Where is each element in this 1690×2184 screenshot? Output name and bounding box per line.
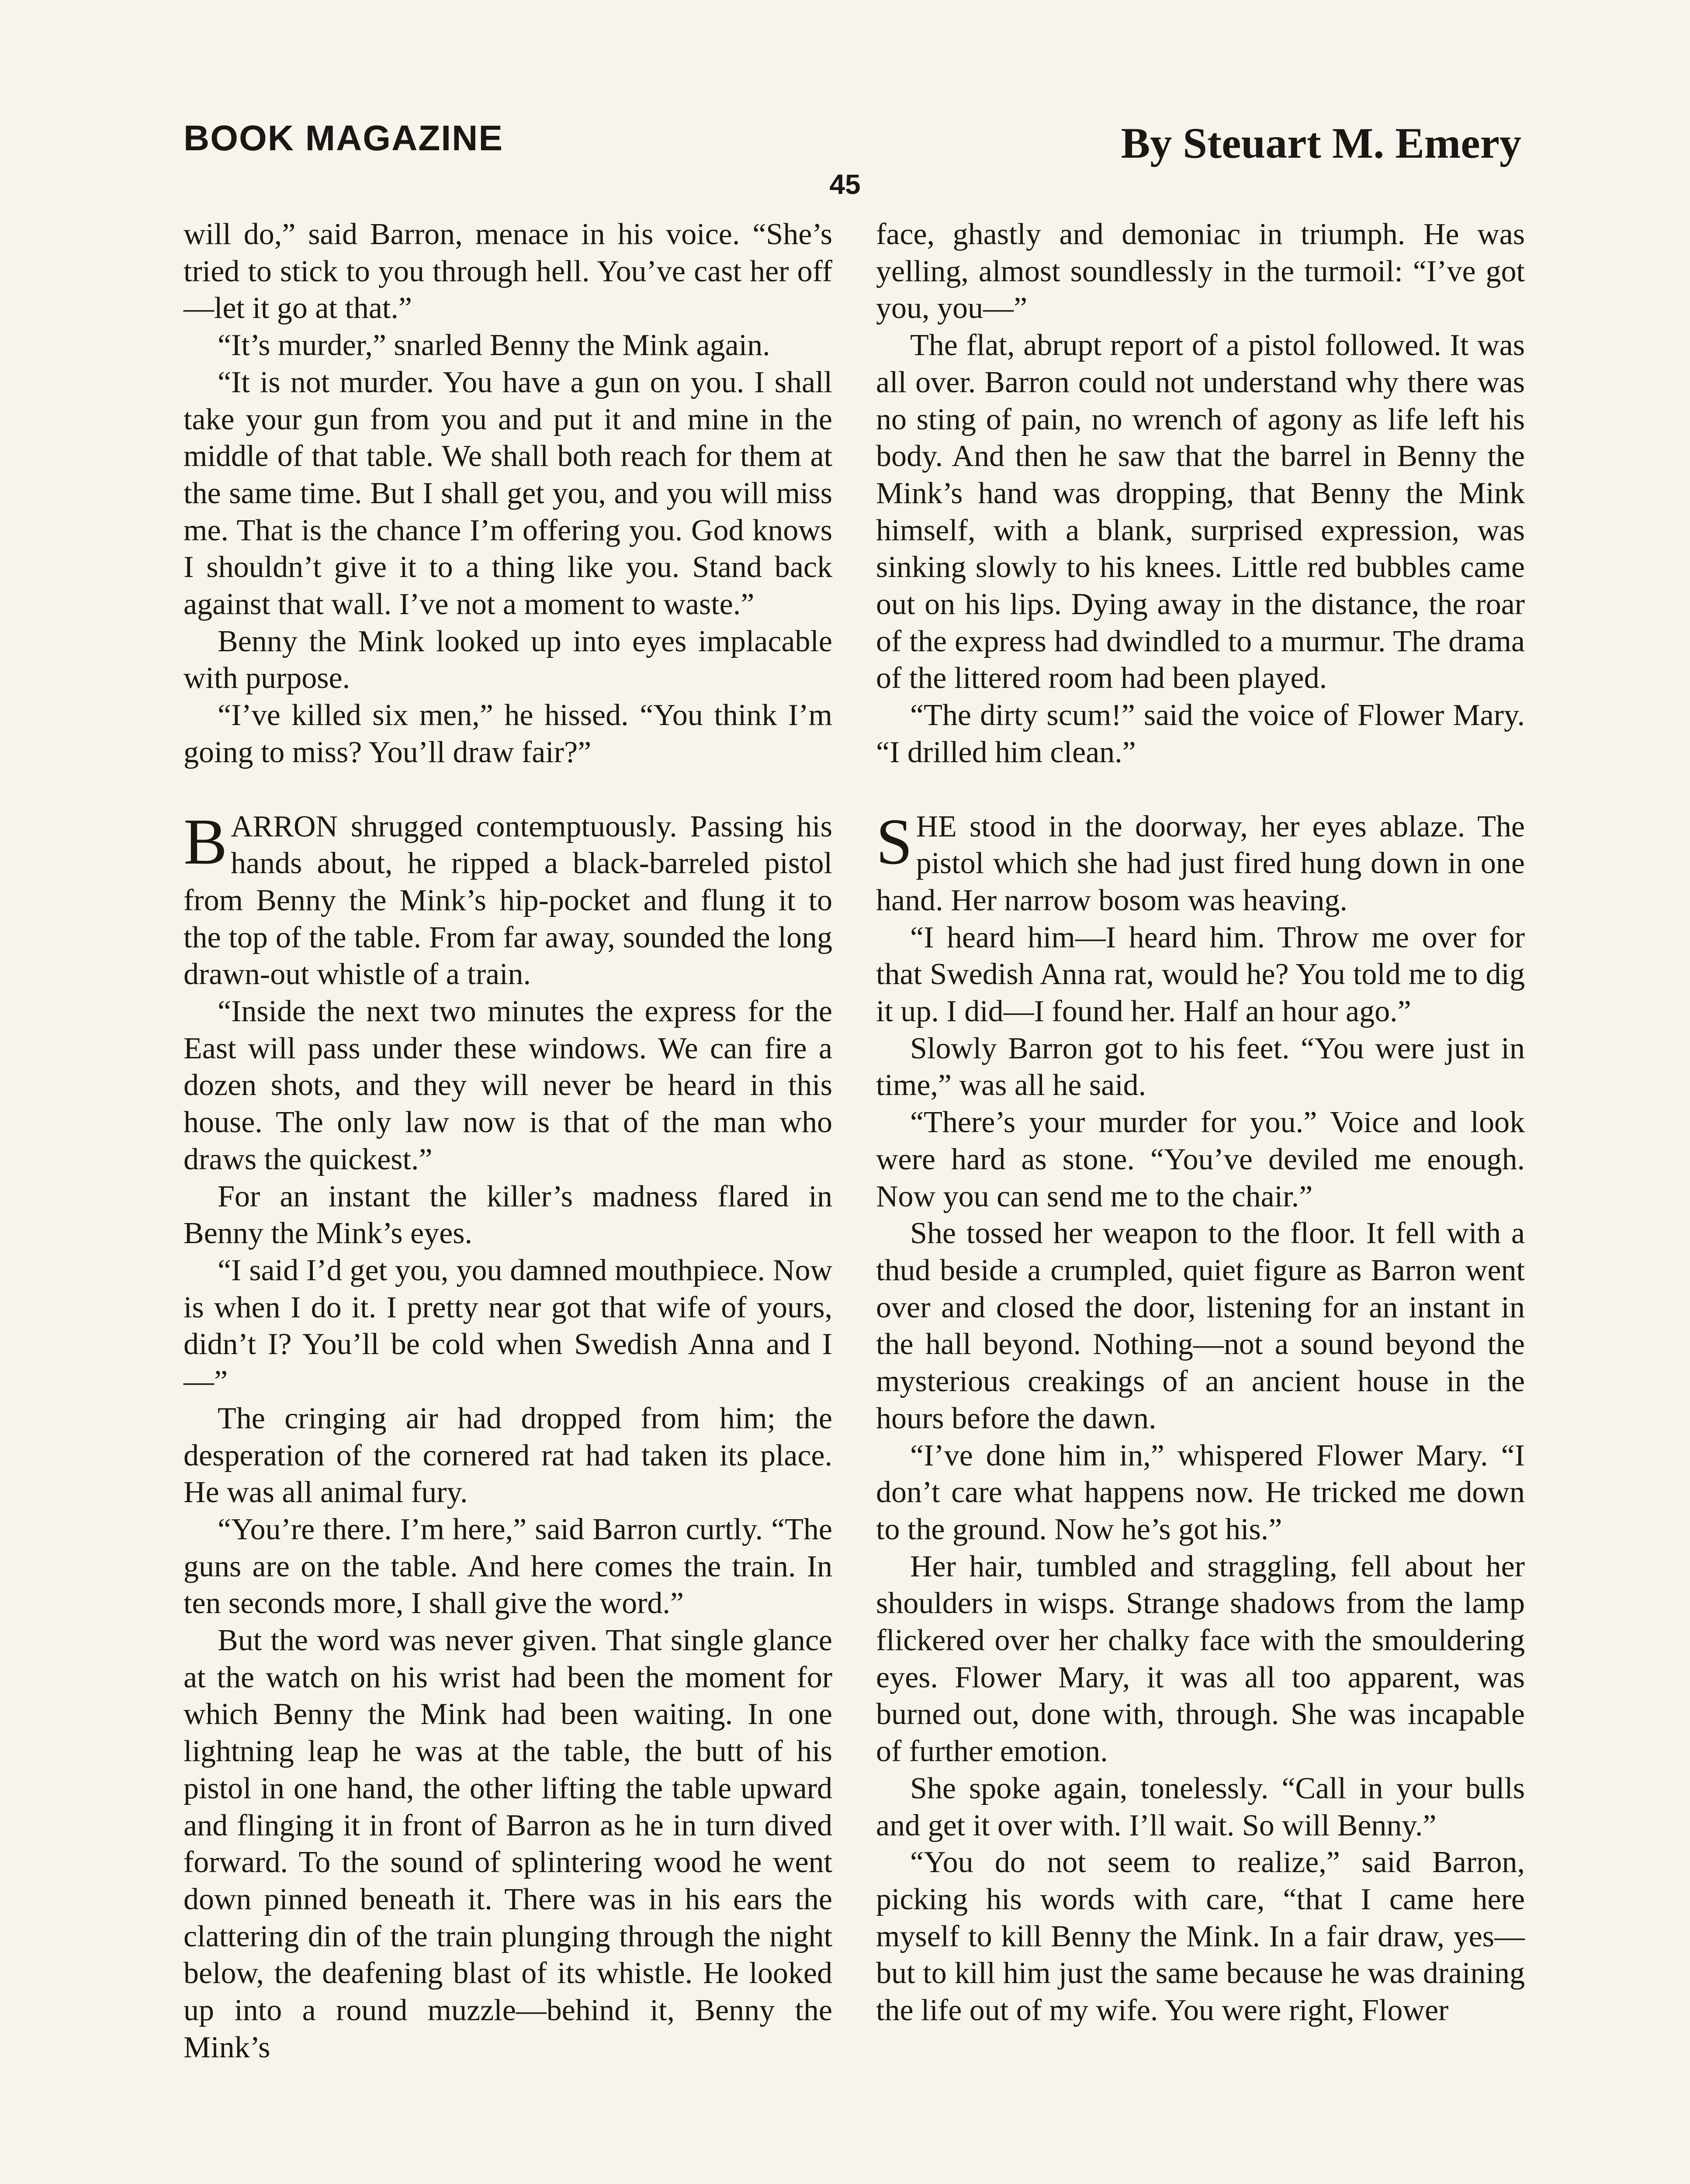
drop-cap: S	[876, 805, 913, 878]
paragraph: “I’ve done him in,” whispered Flower Mary. “I don’t care what happens now. He tricked me down to the ground. Now he’s got his.”	[876, 1438, 1525, 1546]
paragraph: “There’s your murder for you.” Voice and look were hard as stone. “You’ve deviled me enough. Now you can send me to the chair.”	[876, 1106, 1525, 1213]
paragraph-text: HE stood in the doorway, her eyes ablaze. The pistol which she had just fired hung down in one hand. Her narrow bosom was heaving.	[876, 809, 1525, 917]
paragraph: But the word was never given. That single glance at the watch on his wrist had been the moment for which Benny the Mink had been waiting. In one lightning leap he was at the table, the butt of his pistol in one hand, the other lifting the table upward and flinging it in front of Barron as he in turn dived forward. To the sound of splintering wood he went down pinned beneath it. There was in his ears the clattering din of the train plunging through the night below, the deafening blast of its whistle. He looked up into a round muzzle—behind it, Benny the Mink’s	[184, 1624, 832, 2064]
paragraph: “Inside the next two minutes the express for the East will pass under these windows. We can fire a dozen shots, and they will never be heard in this house. The only law now is that of the man who draws the quickest.”	[184, 995, 832, 1176]
paragraph: “I’ve killed six men,” he hissed. “You think I’m going to miss? You’ll draw fair?”	[184, 698, 832, 769]
paragraph: Her hair, tumbled and straggling, fell about her shoulders in wisps. Strange shadows from the lamp flickered over her chalky face with the smouldering eyes. Flower Mary, it was all too apparent, was burned out, done with, through. She was incapable of further emotion.	[876, 1549, 1525, 1769]
paragraph: “It’s murder,” snarled Benny the Mink again.	[218, 328, 770, 363]
paragraph: The cringing air had dropped from him; the desperation of the cornered rat had taken its place. He was all animal fury.	[184, 1401, 832, 1510]
paragraph: “It is not murder. You have a gun on you. I shall take your gun from you and put it and mine in the middle of that table. We shall both reach for them at the same time. But I shall get you, and you will miss me. That is the chance I’m offering you. God knows I shouldn’t give it to a thing like you. Stand back against that wall. I’ve not a moment to waste.”	[184, 365, 832, 622]
author-byline: By Steuart M. Emery	[1121, 119, 1521, 167]
paragraph: will do,” said Barron, menace in his voice. “She’s tried to stick to you through hell. You’ve cast her off—let it go at that.”	[184, 218, 832, 325]
drop-cap: B	[184, 805, 228, 878]
paragraph: Slowly Barron got to his feet. “You were just in time,” was all he said.	[876, 1031, 1525, 1102]
paragraph: She tossed her weapon to the floor. It fell with a thud beside a crumpled, quiet figure as Barron went over and closed the door, listening for an instant in the hall beyond. Nothing—not a sound beyond the mysterious creakings of an ancient house in the hours before the dawn.	[876, 1216, 1525, 1435]
paragraph: The flat, abrupt report of a pistol followed. It was all over. Barron could not understand why there was no sting of pain, no wrench of agony as life left his body. And then he saw that the barrel in Benny the Mink’s hand was dropping, that Benny the Mink himself, with a blank, surprised expression, was sinking slowly to his knees. Little red bubbles came out on his lips. Dying away in the distance, the roar of the express had dwindled to a murmur. The drama of the littered room had been played.	[876, 328, 1525, 695]
paragraph: For an instant the killer’s madness flared in Benny the Mink’s eyes.	[184, 1179, 832, 1251]
paragraph: “You’re there. I’m here,” said Barron curtly. “The guns are on the table. And here comes the train. In ten seconds more, I shall give the word.”	[184, 1512, 832, 1621]
left-column	[184, 216, 832, 2066]
paragraph-text: ARRON shrugged contemptuously. Passing his hands about, he ripped a black-barreled pistol from Benny the Mink’s hip-pocket and flung it to the top of the table. From far away, sounded the long drawn-out whistle of a train.	[184, 809, 832, 992]
paragraph: “I heard him—I heard him. Throw me over for that Swedish Anna rat, would he? You told me to dig it up. I did—I found her. Half an hour ago.”	[876, 920, 1525, 1029]
right-column	[876, 216, 1525, 2029]
paragraph: She spoke again, tonelessly. “Call in your bulls and get it over with. I’ll wait. So will Benny.”	[876, 1771, 1525, 1842]
paragraph-with-drop-cap	[184, 805, 832, 994]
page-number: 45	[829, 169, 861, 200]
paragraph: face, ghastly and demoniac in triumph. He was yelling, almost soundlessly in the turmoil: “I’ve got you, you—”	[876, 218, 1525, 325]
magazine-title: BOOK MAGAZINE	[184, 118, 504, 158]
paragraph: “The dirty scum!” said the voice of Flower Mary. “I drilled him clean.”	[876, 698, 1525, 769]
paragraph: “I said I’d get you, you damned mouthpiece. Now is when I do it. I pretty near got that wife of yours, didn’t I? You’ll be cold when Swedish Anna and I—”	[184, 1253, 832, 1399]
paragraph: “You do not seem to realize,” said Barron, picking his words with care, “that I came here myself to kill Benny the Mink. In a fair draw, yes—but to kill him just the same because he was draining the life out of my wife. You were right, Flower	[876, 1845, 1525, 2028]
paragraph-with-drop-cap	[876, 805, 1525, 919]
paragraph: Benny the Mink looked up into eyes implacable with purpose.	[184, 624, 832, 695]
